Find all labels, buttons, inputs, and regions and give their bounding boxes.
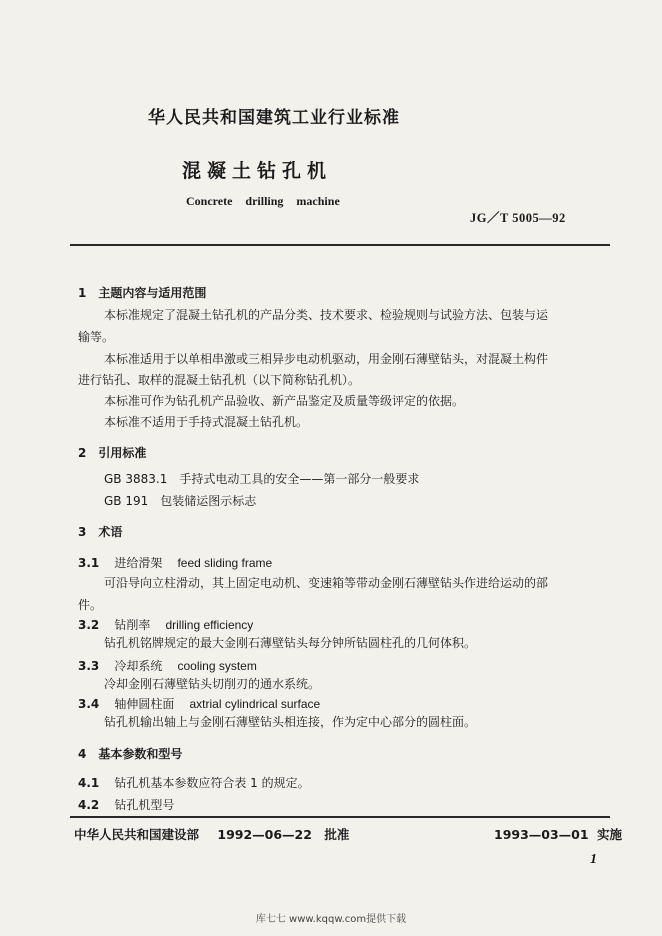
reference-item: GB 191 包装储运图示标志 — [104, 494, 257, 508]
term-3-2 — [78, 614, 253, 633]
clause-text: 钻孔机基本参数应符合表 1 的规定。 — [114, 776, 310, 790]
reference-item: GB 3883.1 手持式电动工具的安全——第一部分一般要求 — [104, 472, 420, 486]
approval-label: 批准 — [324, 827, 350, 842]
clause-4-2 — [78, 794, 174, 813]
term-definition: 钻孔机铭牌规定的最大金刚石薄壁钻头每分钟所钻圆柱孔的几何体积。 — [104, 636, 477, 650]
issuer: 中华人民共和国建设部 — [74, 827, 200, 842]
effective-date: 1993—03—01 — [494, 827, 589, 842]
term-name: 进给滑架 — [114, 556, 163, 570]
term-name: 冷却系统 — [114, 659, 163, 673]
section-1-paragraph: 本标准规定了混凝土钻孔机的产品分类、技术要求、检验规则与试验方法、包装与运 — [104, 308, 549, 322]
term-english: axtrial cylindrical surface — [189, 697, 321, 711]
section-1-heading: 1 主题内容与适用范围 — [78, 286, 207, 300]
clause-4-1 — [78, 772, 310, 791]
standard-number: JG／T 5005—92 — [470, 211, 566, 225]
section-1-paragraph: 本标准不适用于手持式混凝土钻孔机。 — [104, 415, 309, 429]
clause-text: 钻孔机型号 — [114, 798, 175, 812]
term-english: feed sliding frame — [177, 556, 273, 570]
term-definition: 件。 — [78, 598, 103, 612]
section-2-heading: 2 引用标准 — [78, 446, 147, 460]
section-1-paragraph: 本标准适用于以单相串激或三相异步电动机驱动，用金刚石薄壁钻头，对混凝土构件 — [104, 352, 549, 366]
document-title-cn: 混凝土钻孔机 — [182, 160, 333, 182]
term-3-3 — [78, 655, 257, 674]
term-definition: 钻孔机输出轴上与金刚石薄壁钻头相连接，作为定中心部分的圆柱面。 — [104, 715, 477, 729]
approval-line — [74, 825, 349, 843]
term-name: 轴伸圆柱面 — [114, 697, 175, 711]
term-number: 3.4 — [78, 697, 100, 711]
term-english: cooling system — [177, 659, 257, 673]
download-watermark: 库七七 www.kqqw.com提供下载 — [255, 914, 407, 925]
section-3-heading: 3 术语 — [78, 525, 123, 539]
effective-label: 实施 — [596, 827, 622, 842]
document-title-en: Concrete drilling machine — [186, 194, 340, 208]
term-number: 3.2 — [78, 618, 100, 632]
term-3-1 — [78, 552, 272, 571]
clause-number: 4.1 — [78, 776, 100, 790]
effective-line — [494, 825, 622, 843]
term-number: 3.3 — [78, 659, 100, 673]
section-4-heading: 4 基本参数和型号 — [78, 747, 183, 761]
term-3-4 — [78, 693, 320, 712]
issuing-body-title: 华人民共和国建筑工业行业标准 — [148, 108, 400, 128]
clause-number: 4.2 — [78, 798, 100, 812]
term-definition: 冷却金刚石薄壁钻头切削刃的通水系统。 — [104, 677, 321, 691]
term-number: 3.1 — [78, 556, 100, 570]
section-1-paragraph: 输等。 — [78, 330, 115, 344]
term-name: 钻削率 — [114, 618, 151, 632]
page-number: 1 — [590, 852, 597, 867]
footer-divider — [70, 816, 610, 818]
term-english: drilling efficiency — [165, 618, 254, 632]
section-1-paragraph: 本标准可作为钻孔机产品验收、新产品鉴定及质量等级评定的依据。 — [104, 394, 465, 408]
section-1-paragraph: 进行钻孔、取样的混凝土钻孔机（以下简称钻孔机）。 — [78, 373, 361, 387]
term-definition: 可沿导向立柱滑动，其上固定电动机、变速箱等带动金刚石薄壁钻头作进给运动的部 — [104, 576, 549, 590]
approval-date: 1992—06—22 — [217, 827, 312, 842]
header-divider — [70, 244, 610, 246]
